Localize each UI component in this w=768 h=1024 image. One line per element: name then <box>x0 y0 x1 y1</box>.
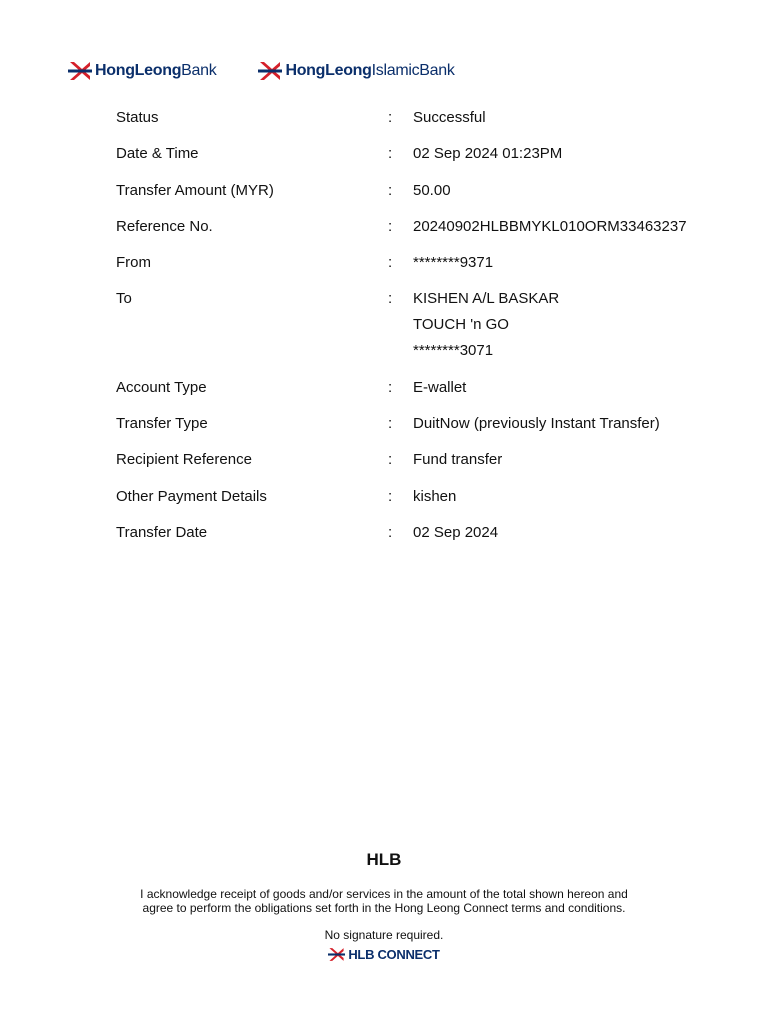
detail-label: Recipient Reference <box>116 451 252 469</box>
detail-label: Status <box>116 109 159 126</box>
detail-separator: : <box>388 487 393 505</box>
detail-label: Other Payment Details <box>116 487 267 505</box>
detail-value: ********9371 <box>413 254 494 272</box>
hlb-connect-mark-icon <box>328 946 345 963</box>
logo-row <box>68 58 455 84</box>
acknowledgement-text: I acknowledge receipt of goods and/or services in the amount of the total shown hereon and agree to perform the obligations set forth in the Hong Leong Connect terms and conditions. <box>140 887 628 915</box>
detail-separator: : <box>388 290 393 308</box>
hlb-connect-wordmark: HLB CONNECT <box>348 947 440 962</box>
detail-separator: : <box>388 217 393 235</box>
transaction-details <box>116 105 736 556</box>
detail-row-transfer-amount <box>116 178 736 204</box>
detail-value: 50.00 <box>413 181 451 199</box>
detail-value <box>413 286 736 364</box>
detail-row-status <box>116 105 736 131</box>
detail-row-recipient-reference <box>116 447 736 473</box>
hlb-connect-logo <box>0 946 768 963</box>
detail-row-other-payment-details <box>116 484 736 510</box>
footer-title: HLB <box>366 850 402 869</box>
detail-row-date-time <box>116 141 736 167</box>
detail-label: Transfer Type <box>116 415 208 433</box>
detail-value: 02 Sep 2024 <box>413 523 499 541</box>
detail-separator: : <box>388 451 393 469</box>
recipient-bank: TOUCH 'n GO <box>413 316 509 334</box>
detail-value: Successful <box>413 109 486 126</box>
hong-leong-islamic-bank-wordmark: HongLeongIslamicBank <box>285 62 455 79</box>
detail-row-to <box>116 286 736 364</box>
detail-row-account-type <box>116 375 736 401</box>
detail-separator: : <box>388 378 393 396</box>
detail-label: Transfer Amount (MYR) <box>116 181 274 199</box>
detail-separator: : <box>388 415 393 433</box>
detail-label: Reference No. <box>116 217 213 235</box>
detail-value: 02 Sep 2024 01:23PM <box>413 145 563 163</box>
hlib-mark-icon <box>258 59 282 83</box>
detail-value: Fund transfer <box>413 451 503 469</box>
detail-separator: : <box>388 523 393 541</box>
detail-label: From <box>116 254 151 272</box>
receipt-footer <box>0 850 768 963</box>
hlb-mark-icon <box>68 59 92 83</box>
detail-separator: : <box>388 109 393 126</box>
detail-separator: : <box>388 145 393 163</box>
detail-row-transfer-date <box>116 520 736 546</box>
detail-row-from <box>116 250 736 276</box>
hong-leong-bank-logo <box>68 58 216 84</box>
detail-label: Date & Time <box>116 145 199 163</box>
detail-label: Account Type <box>116 378 207 396</box>
detail-separator: : <box>388 254 393 272</box>
detail-separator: : <box>388 181 393 199</box>
detail-row-transfer-type <box>116 411 736 437</box>
detail-value: DuitNow (previously Instant Transfer) <box>413 415 660 433</box>
detail-label: Transfer Date <box>116 523 208 541</box>
detail-value: kishen <box>413 487 457 505</box>
detail-label: To <box>116 290 132 308</box>
recipient-account: ********3071 <box>413 342 494 360</box>
hong-leong-islamic-bank-logo <box>258 58 454 84</box>
no-signature-text: No signature required. <box>324 928 444 942</box>
hong-leong-bank-wordmark: HongLeongBank <box>95 62 217 79</box>
detail-value: 20240902HLBBMYKL010ORM33463237 <box>413 217 687 235</box>
detail-row-reference-no <box>116 214 736 240</box>
detail-value: E-wallet <box>413 378 467 396</box>
recipient-name: KISHEN A/L BASKAR <box>413 290 560 308</box>
